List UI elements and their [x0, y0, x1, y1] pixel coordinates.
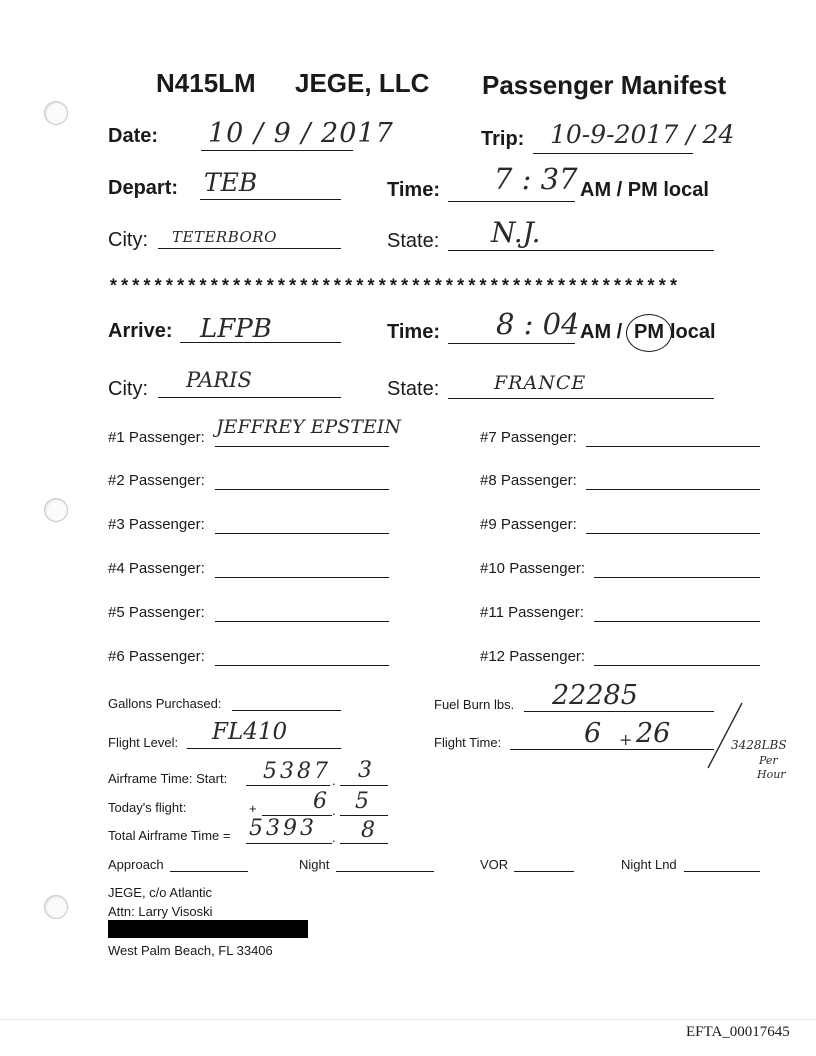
- vor-label: VOR: [480, 857, 509, 872]
- date-label: Date:: [108, 125, 159, 147]
- arrive-state-line: [448, 398, 714, 399]
- arrive-time-line: [448, 343, 575, 344]
- pm-circle-mark: [626, 314, 672, 352]
- passenger-5-line: [215, 621, 389, 622]
- arrive-state-value: FRANCE: [494, 372, 587, 394]
- airframe-start-label: Airframe Time: Start:: [108, 771, 228, 786]
- flight-time-slash-mark: [700, 700, 750, 772]
- depart-value: TEB: [204, 168, 258, 197]
- flight-level-line: [187, 748, 341, 749]
- arrive-state-label: State:: [387, 378, 440, 400]
- arrive-pm-text: PM: [634, 321, 664, 343]
- total-airframe-whole-line: [246, 843, 332, 844]
- date-line: [201, 150, 353, 151]
- fuel-burn-label: Fuel Burn lbs.: [434, 697, 515, 712]
- fuel-note-line3: Hour: [757, 768, 786, 781]
- depart-state-label: State:: [387, 230, 440, 252]
- night-lnd-line: [684, 871, 760, 872]
- passenger-12-label: #12 Passenger:: [480, 648, 586, 665]
- fuel-burn-value: 22285: [552, 680, 638, 711]
- passenger-6-label: #6 Passenger:: [108, 648, 205, 665]
- arrive-city-value: PARIS: [186, 368, 252, 392]
- passenger-2-line: [215, 489, 389, 490]
- passenger-11-line: [594, 621, 760, 622]
- flight-time-hours: 6: [584, 718, 602, 749]
- todays-flight-dot: .: [332, 803, 336, 818]
- depart-state-line: [448, 250, 714, 251]
- depart-ampm: AM / PM local: [580, 179, 709, 201]
- arrive-time-value: 8 : 04: [496, 307, 580, 341]
- passenger-9-label: #9 Passenger:: [480, 516, 577, 533]
- todays-flight-plus: +: [249, 801, 257, 816]
- passenger-9-line: [586, 533, 760, 534]
- address-line2: Attn: Larry Visoski: [108, 904, 213, 919]
- passenger-3-line: [215, 533, 389, 534]
- flight-level-label: Flight Level:: [108, 735, 179, 750]
- depart-city-line: [158, 248, 341, 249]
- passenger-6-line: [215, 665, 389, 666]
- vor-line: [514, 871, 574, 872]
- trip-label: Trip:: [481, 128, 525, 150]
- arrive-value: LFPB: [200, 314, 272, 344]
- fuel-note-line1: 3428LBS: [731, 738, 787, 752]
- passenger-8-label: #8 Passenger:: [480, 472, 577, 489]
- fuel-burn-line: [524, 711, 714, 712]
- total-airframe-tenth-line: [340, 843, 388, 844]
- redaction-bar: [108, 920, 308, 938]
- company-name: JEGE, LLC: [295, 68, 430, 98]
- flight-time-plus: +: [619, 730, 633, 749]
- night-label: Night: [299, 857, 330, 872]
- night-lnd-label: Night Lnd: [621, 857, 677, 872]
- todays-flight-tenth-line: [340, 815, 388, 816]
- night-line: [336, 871, 434, 872]
- document-title: Passenger Manifest: [482, 70, 727, 100]
- flight-time-minutes: 26: [636, 718, 671, 749]
- document-id: EFTA_00017645: [686, 1024, 790, 1040]
- gallons-purchased-line: [232, 710, 341, 711]
- approach-line: [170, 871, 248, 872]
- arrive-city-line: [158, 397, 341, 398]
- passenger-5-label: #5 Passenger:: [108, 604, 205, 621]
- airframe-start-tenth-line: [340, 785, 388, 786]
- passenger-7-line: [586, 446, 760, 447]
- depart-line: [200, 199, 341, 200]
- total-airframe-whole: 5393: [249, 816, 317, 841]
- tail-number: N415LM: [156, 68, 256, 98]
- passenger-12-line: [594, 665, 760, 666]
- passenger-2-label: #2 Passenger:: [108, 472, 205, 489]
- flight-time-label: Flight Time:: [434, 735, 502, 750]
- depart-state-value: N.J.: [491, 216, 541, 249]
- trip-value: 10-9-2017 / 24: [550, 120, 735, 149]
- depart-time-value: 7 : 37: [494, 162, 578, 196]
- todays-flight-tenth: 5: [355, 789, 369, 814]
- separator-asterisks: ***************************************************: [108, 278, 680, 298]
- passenger-4-line: [215, 577, 389, 578]
- airframe-start-whole: 5387: [263, 759, 331, 784]
- binder-hole-bottom: [44, 895, 68, 919]
- depart-city-value: TETERBORO: [172, 228, 277, 246]
- total-airframe-tenth: 8: [361, 818, 375, 843]
- arrive-am-text: AM /: [580, 321, 623, 343]
- scan-edge-line: [0, 1019, 816, 1020]
- airframe-start-whole-line: [246, 785, 330, 786]
- depart-city-label: City:: [108, 229, 148, 251]
- passenger-8-line: [586, 489, 760, 490]
- arrive-city-label: City:: [108, 378, 148, 400]
- passenger-4-label: #4 Passenger:: [108, 560, 205, 577]
- trip-line: [533, 153, 693, 154]
- arrive-local-text: local: [670, 321, 716, 343]
- depart-label: Depart:: [108, 177, 179, 199]
- flight-time-line: [510, 749, 714, 750]
- total-airframe-label: Total Airframe Time =: [108, 828, 231, 843]
- binder-hole-top: [44, 101, 68, 125]
- arrive-time-label: Time:: [387, 321, 440, 343]
- passenger-11-label: #11 Passenger:: [480, 604, 584, 621]
- arrive-label: Arrive:: [108, 320, 173, 342]
- todays-flight-label: Today's flight:: [108, 800, 187, 815]
- binder-hole-middle: [44, 498, 68, 522]
- passenger-10-label: #10 Passenger:: [480, 560, 586, 577]
- airframe-start-dot: .: [332, 773, 336, 788]
- approach-label: Approach: [108, 857, 164, 872]
- address-line1: JEGE, c/o Atlantic: [108, 885, 213, 900]
- fuel-note-line2: Per: [759, 754, 778, 767]
- todays-flight-whole: 6: [313, 789, 327, 814]
- passenger-1-line: [215, 446, 389, 447]
- passenger-3-label: #3 Passenger:: [108, 516, 205, 533]
- passenger-1-value: JEFFREY EPSTEIN: [216, 416, 401, 438]
- passenger-7-label: #7 Passenger:: [480, 429, 577, 446]
- passenger-10-line: [594, 577, 760, 578]
- gallons-purchased-label: Gallons Purchased:: [108, 696, 222, 711]
- depart-time-label: Time:: [387, 179, 440, 201]
- address-line4: West Palm Beach, FL 33406: [108, 943, 273, 958]
- total-airframe-dot: .: [332, 830, 336, 845]
- passenger-1-label: #1 Passenger:: [108, 429, 205, 446]
- flight-level-value: FL410: [212, 719, 288, 745]
- airframe-start-tenth: 3: [358, 758, 372, 783]
- date-value: 10 / 9 / 2017: [208, 118, 394, 149]
- depart-time-line: [448, 201, 575, 202]
